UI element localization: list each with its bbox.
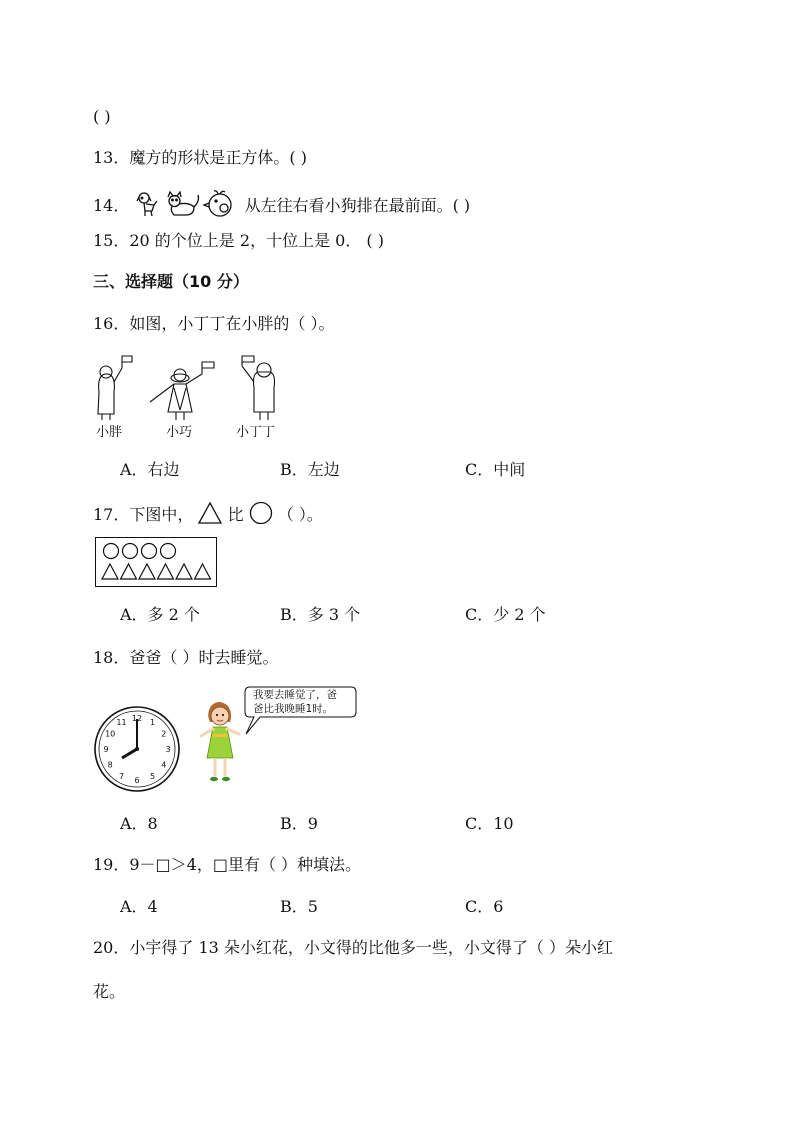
q19-option-c[interactable]: C．6 [465,897,504,916]
triangle-shape [102,564,118,579]
circle-shape [104,544,119,559]
girl-figure [193,700,248,788]
triangle-shape [176,564,192,579]
question-14 [93,189,470,224]
q17-shapes-box [95,537,217,587]
circle-icon [249,501,273,530]
clock-number: 9 [103,745,109,754]
circle-shape [142,544,157,559]
question-14-text: 从左往右看小狗排在最前面。( ) [244,196,471,215]
clock-number: 5 [149,771,156,781]
triangle-shape [158,564,174,579]
q18-option-b[interactable]: B．9 [280,814,318,833]
clock-number: 1 [149,718,156,728]
chick-icon [204,191,231,216]
figure-label-xiaopang: 小胖 [96,425,123,440]
question-19: 19．9－□＞4，□里有（ ）种填法。 [93,855,362,874]
q12-answer-blank: ( ) [93,107,111,126]
q16-option-c[interactable]: C．中间 [465,460,526,479]
q16-figure [92,352,292,422]
q19-option-a[interactable]: A．4 [120,897,158,916]
clock-number: 6 [134,776,140,785]
cat-icon [168,192,199,215]
clock-number: 7 [118,771,125,781]
q18-option-a[interactable]: A．8 [120,814,158,833]
q17-option-a[interactable]: A．多 2 个 [120,605,200,624]
question-17-number: 17．下图中， [93,505,194,524]
question-17-compare: 比 [227,505,244,524]
xiaoqiao-figure-icon [150,362,214,420]
speech-line-2: 爸比我晚睡1时。 [253,703,334,715]
clock-number: 12 [131,714,143,723]
xiaodingding-figure-icon [242,356,275,420]
section-title-choice: 三、选择题（10 分） [93,272,249,291]
triangle-icon [198,502,222,529]
animals-figure [134,189,239,224]
speech-line-1: 我要去睡觉了，爸 [253,689,337,701]
clock-icon [93,705,181,793]
question-13: 13．魔方的形状是正方体。( ) [93,148,307,167]
triangle-shape [195,564,211,579]
question-15: 15．20 的个位上是 2，十位上是 0． ( ) [93,231,384,250]
clock-number: 4 [161,760,167,770]
circle-shape [123,544,138,559]
clock-number: 8 [107,760,113,770]
shapes-figure [96,538,216,586]
question-16: 16．如图，小丁丁在小胖的（ ）。 [93,314,335,333]
clock-number: 3 [165,745,171,754]
figure-label-xiaodingding: 小丁丁 [236,425,276,440]
question-17-tail: （ ）。 [277,505,323,524]
question-17 [93,501,323,530]
dog-icon [137,193,157,216]
triangle-shape [121,564,137,579]
question-18: 18．爸爸（ ）时去睡觉。 [93,648,279,667]
q17-option-b[interactable]: B．多 3 个 [280,605,361,624]
speech-bubble [244,686,357,718]
clock-number: 2 [161,729,167,739]
question-20-line-2: 花。 [93,982,126,1001]
q16-option-a[interactable]: A．右边 [120,460,180,479]
clock-number: 10 [105,729,116,739]
figure-label-xiaoqiao: 小巧 [166,425,193,440]
girl-icon [193,700,248,788]
question-20-line-1: 20．小宇得了 13 朵小红花，小文得的比他多一些，小文得了（ ）朵小红 [93,938,613,957]
q19-option-b[interactable]: B．5 [280,897,318,916]
q18-option-c[interactable]: C．10 [465,814,514,833]
question-14-number: 14． [93,196,130,215]
triangle-shape [139,564,155,579]
clock-figure [93,705,181,793]
xiaopang-figure-icon [98,356,132,420]
q16-option-b[interactable]: B．左边 [280,460,340,479]
circle-shape [161,544,176,559]
clock-number: 11 [116,718,127,728]
q17-option-c[interactable]: C．少 2 个 [465,605,546,624]
